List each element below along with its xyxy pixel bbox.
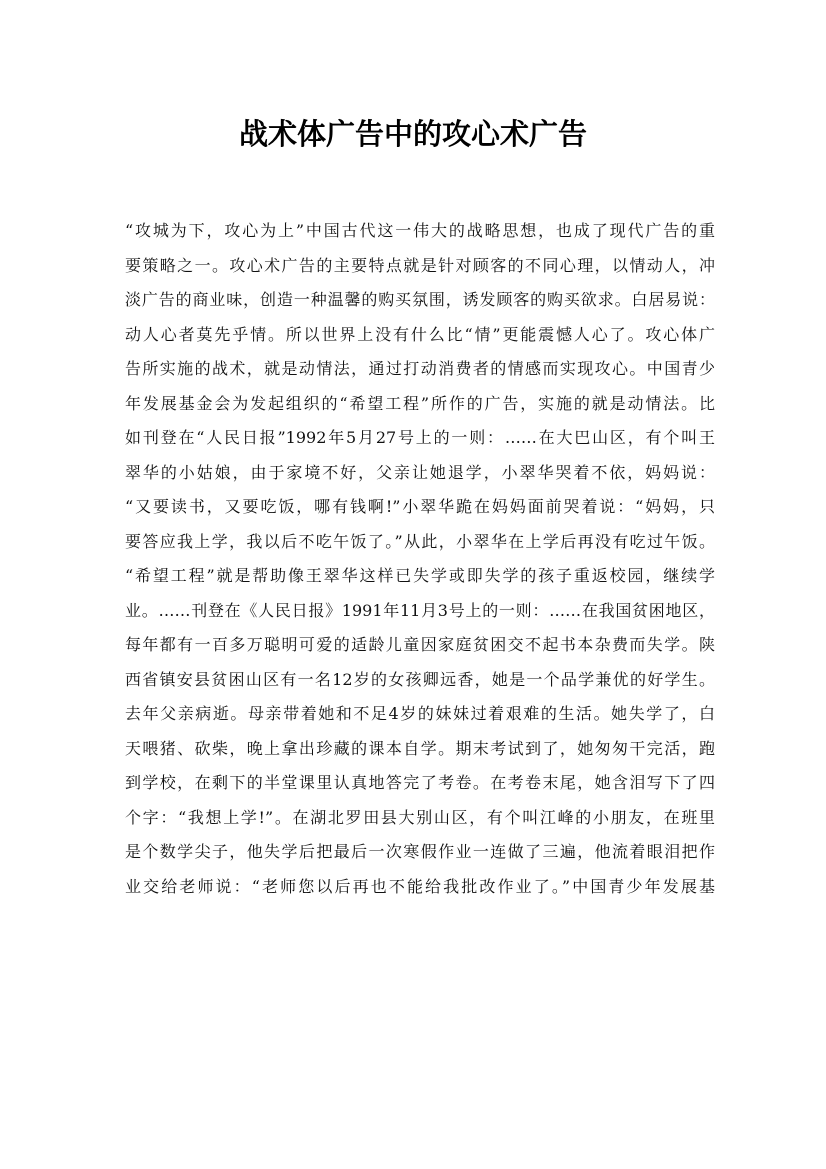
text-line: 到学校，在剩下的半堂课里认真地答完了考卷。在考卷末尾，她含泪写下了四 [125, 773, 715, 792]
body-paragraph [125, 214, 715, 904]
document-title: 战术体广告中的攻心术广告 [238, 117, 587, 151]
text-line: 如刊登在“人民日报”1992年5月27号上的一则：……在大巴山区，有个叫王 [125, 428, 715, 447]
text-line: 西省镇安县贫困山区有一名12岁的女孩卿远香，她是一个品学兼优的好学生。 [125, 669, 715, 689]
text-line: “希望工程”就是帮助像王翠华这样已失学或即失学的孩子重返校园，继续学 [125, 566, 715, 585]
text-line: 业交给老师说：“老师您以后再也不能给我批改作业了。”中国青少年发展基 [125, 876, 715, 896]
text-line: “攻城为下，攻心为上”中国古代这一伟大的战略思想，也成了现代广告的重 [125, 221, 715, 240]
text-line: 是个数学尖子，他失学后把最后一次寒假作业一连做了三遍，他流着眼泪把作 [125, 842, 715, 861]
text-line: 淡广告的商业味，创造一种温馨的购买氛围，诱发顾客的购买欲求。白居易说： [125, 290, 715, 309]
text-line: “又要读书，又要吃饭，哪有钱啊!”小翠华跪在妈妈面前哭着说：“妈妈，只 [125, 497, 715, 516]
text-line: 业。……刊登在《人民日报》1991年11月3号上的一则：……在我国贫困地区， [125, 600, 715, 620]
text-line: 告所实施的战术，就是动情法，通过打动消费者的情感而实现攻心。中国青少 [125, 359, 715, 378]
text-line: 去年父亲病逝。母亲带着她和不足4岁的妹妹过着艰难的生活。她失学了，白 [125, 704, 715, 723]
text-line: 要策略之一。攻心术广告的主要特点就是针对顾客的不同心理，以情动人，冲 [125, 255, 715, 275]
text-line: 翠华的小姑娘，由于家境不好，父亲让她退学，小翠华哭着不依，妈妈说： [125, 462, 715, 482]
text-line: 动人心者莫先乎情。所以世界上没有什么比“情”更能震憾人心了。攻心体广 [125, 324, 715, 344]
text-line: 要答应我上学，我以后不吃午饭了。”从此，小翠华在上学后再没有吃过午饭。 [125, 531, 715, 551]
text-line: 天喂猪、砍柴，晚上拿出珍藏的课本自学。期末考试到了，她匆匆干完活，跑 [125, 738, 715, 758]
text-line: 个字：“我想上学!”。在湖北罗田县大别山区，有个叫江峰的小朋友，在班里 [125, 807, 715, 827]
text-line: 每年都有一百多万聪明可爱的适龄儿童因家庭贫困交不起书本杂费而失学。陕 [125, 635, 715, 654]
text-line: 年发展基金会为发起组织的“希望工程”所作的广告，实施的就是动情法。比 [125, 393, 715, 413]
